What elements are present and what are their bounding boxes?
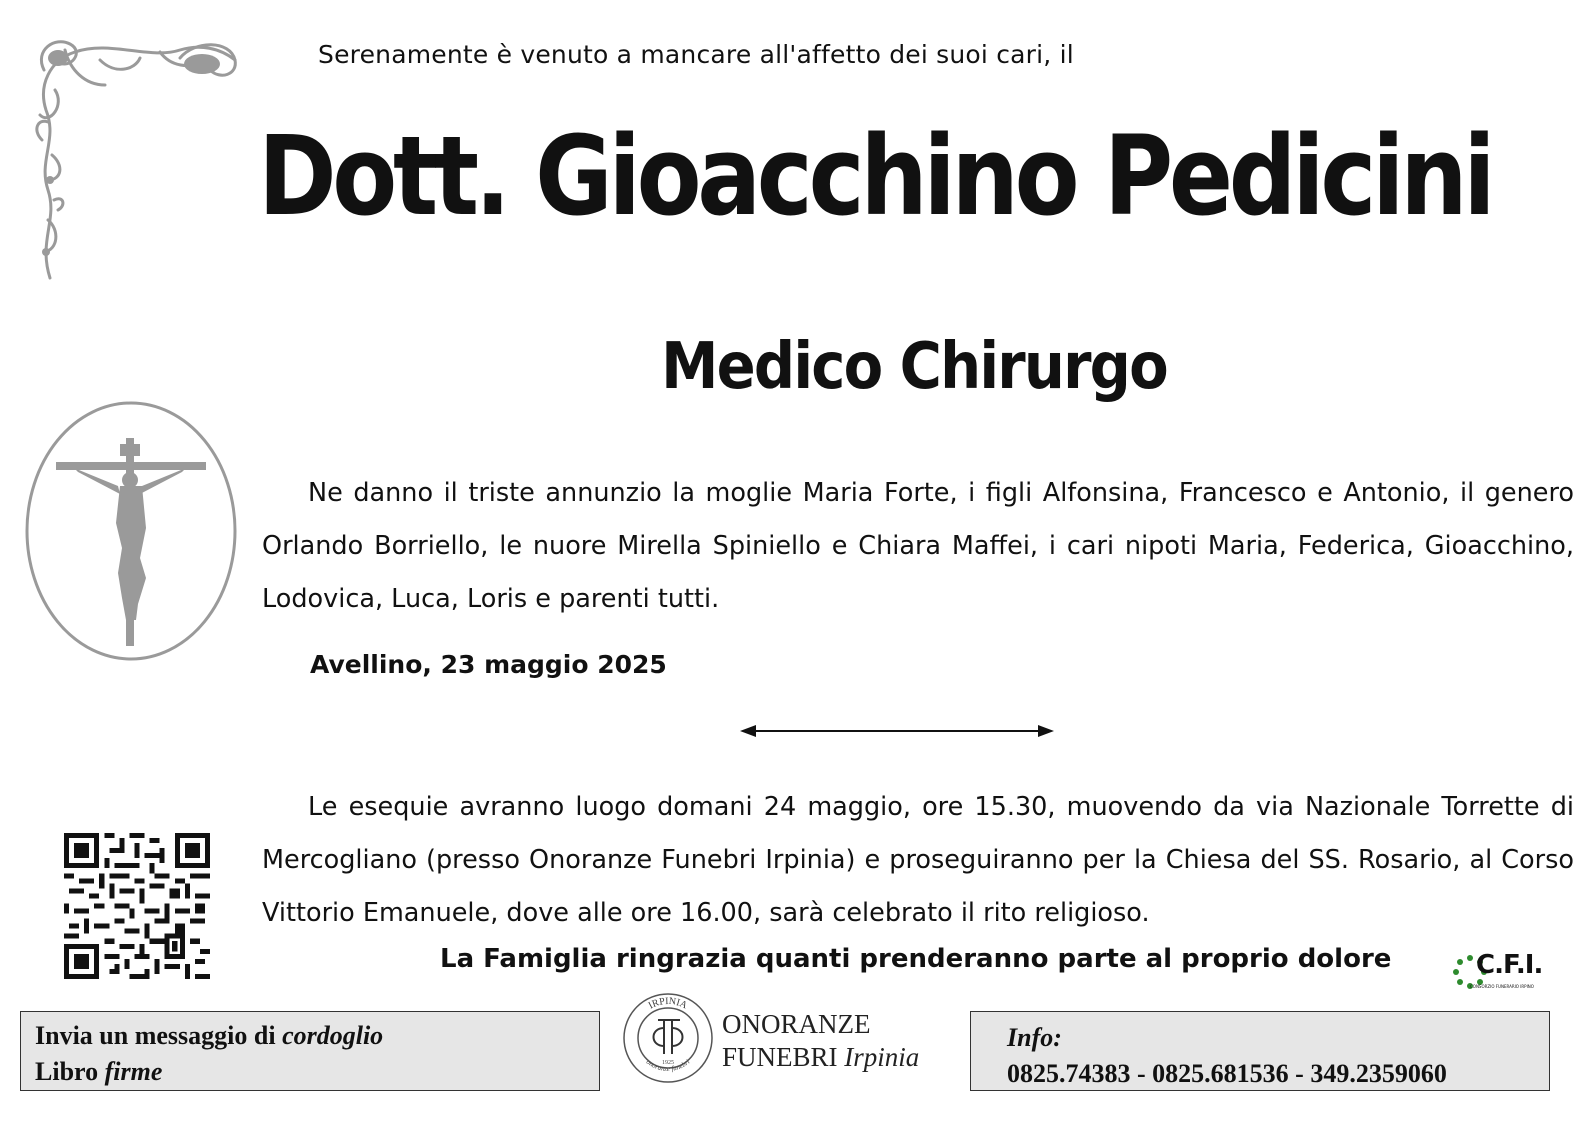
place-date: Avellino, 23 maggio 2025 — [310, 650, 667, 679]
agency-name — [722, 1008, 919, 1074]
funeral-text — [262, 781, 1574, 940]
cfi-logo-icon — [1450, 950, 1542, 996]
cfi-logo-text: C.F.I. — [1476, 950, 1543, 980]
crucifix-icon — [22, 398, 240, 666]
qr-code-icon[interactable] — [64, 833, 210, 979]
agency-name-line2-prefix: FUNEBRI — [722, 1042, 845, 1072]
agency-seal-icon — [620, 990, 716, 1086]
agency-seal-top: IRPINIA — [646, 995, 689, 1012]
condolence-label: Invia un messaggio di — [35, 1021, 283, 1050]
agency-name-line1: ONORANZE — [722, 1009, 871, 1039]
deceased-name: Dott. Gioacchino Pedicini — [258, 112, 1492, 240]
deceased-profession: Medico Chirurgo — [661, 330, 1167, 404]
cfi-logo-subtext: CONSORZIO FUNERARIO IRPINO — [1470, 984, 1534, 989]
announcement-body: Ne danno il triste annunzio la moglie Maria Forte, i figli Alfonsina, Francesco e Antonio, il genero Orlando Borriello, le nuore Mirella Spiniello e Chiara Maffei, i cari nipoti Maria, Federica, Gioacchino, Lodovica, Luca, Loris e parenti tutti. — [262, 478, 1574, 614]
agency-name-line2 — [722, 1041, 919, 1074]
family-thanks: La Famiglia ringrazia quanti prenderanno parte al proprio dolore — [440, 944, 1392, 974]
info-phones[interactable]: 0825.74383 - 0825.681536 - 349.2359060 — [1007, 1059, 1447, 1088]
condolence-box[interactable] — [20, 1011, 600, 1091]
funeral-body: Le esequie avranno luogo domani 24 maggio, ore 15.30, muovendo da via Nazionale Torrette di Mercogliano (presso Onoranze Funebri Irpinia) e proseguiranno per la Chiesa del SS. Rosario, al Corso Vittorio Emanuele, dove alle ore 16.00, sarà celebrato il rito religioso. — [262, 792, 1574, 928]
intro-text: Serenamente è venuto a mancare all'affetto dei suoi cari, il — [318, 40, 1074, 69]
agency-seal-bottom: onoranze funebri — [644, 1057, 692, 1073]
double-arrow-icon — [740, 720, 1054, 742]
agency-name-line2-italic: Irpinia — [844, 1042, 920, 1072]
info-label: Info: — [1007, 1023, 1062, 1052]
agency-seal-year: 1925 — [662, 1060, 674, 1066]
condolence-italic: cordoglio — [282, 1021, 384, 1050]
condolence-link[interactable] — [35, 1018, 585, 1054]
guestbook-link[interactable] — [35, 1054, 585, 1090]
guestbook-italic: firme — [104, 1057, 163, 1086]
announcement-text — [262, 467, 1574, 626]
info-box — [970, 1011, 1550, 1091]
guestbook-label: Libro — [35, 1057, 105, 1086]
